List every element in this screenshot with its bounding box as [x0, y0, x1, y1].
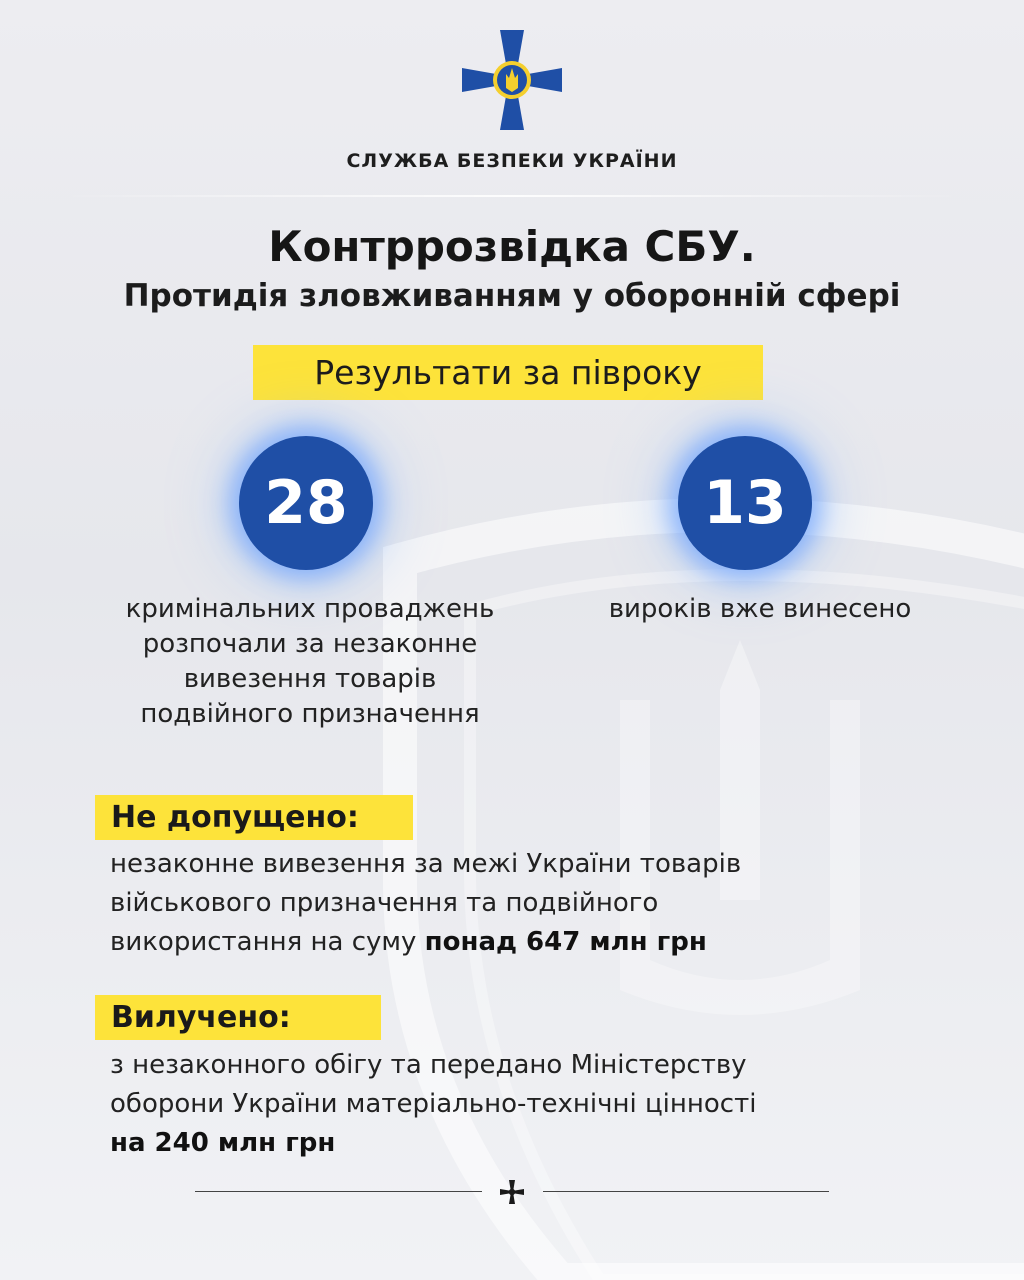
caption-line: розпочали за незаконне	[142, 629, 478, 659]
prevented-line: військового призначення та подвійного	[110, 888, 659, 918]
caption-line: кримінальних проваджень	[125, 594, 495, 624]
prevented-label: Не допущено:	[95, 795, 413, 840]
caption-line: подвійного призначення	[140, 699, 480, 729]
header-divider	[60, 195, 964, 197]
prevented-line	[110, 923, 970, 962]
stat-verdicts-caption	[560, 592, 960, 627]
page-subtitle: Протидія зловживанням у оборонній сфері	[123, 278, 901, 314]
prevented-line: незаконне вивезення за межі України товарів	[110, 849, 742, 879]
stat-criminal-cases-caption	[60, 592, 560, 732]
organization-name: СЛУЖБА БЕЗПЕКИ УКРАЇНИ	[346, 150, 678, 172]
caption-line: вироків вже винесено	[608, 594, 912, 624]
footer-divider-left	[195, 1191, 482, 1192]
seized-label: Вилучено:	[95, 995, 381, 1040]
prevented-amount: понад 647 млн грн	[424, 927, 707, 957]
footer-divider-right	[543, 1191, 829, 1192]
page-title: Контррозвідка СБУ.	[268, 222, 756, 271]
prevented-line-text: використання на суму	[110, 927, 425, 957]
seized-line: оборони України матеріально-технічні цінності	[110, 1089, 757, 1119]
period-badge: Результати за півроку	[253, 345, 763, 400]
stat-criminal-cases-value: 28	[239, 436, 373, 570]
stat-verdicts-value: 13	[678, 436, 812, 570]
seized-line: з незаконного обігу та передано Міністерству	[110, 1050, 747, 1080]
sbu-emblem-icon	[462, 30, 562, 130]
caption-line: вивезення товарів	[183, 664, 437, 694]
cross-icon	[500, 1180, 524, 1204]
prevented-text	[110, 845, 970, 962]
seized-line	[110, 1124, 970, 1163]
seized-amount: на 240 млн грн	[110, 1128, 336, 1158]
seized-text	[110, 1046, 970, 1163]
